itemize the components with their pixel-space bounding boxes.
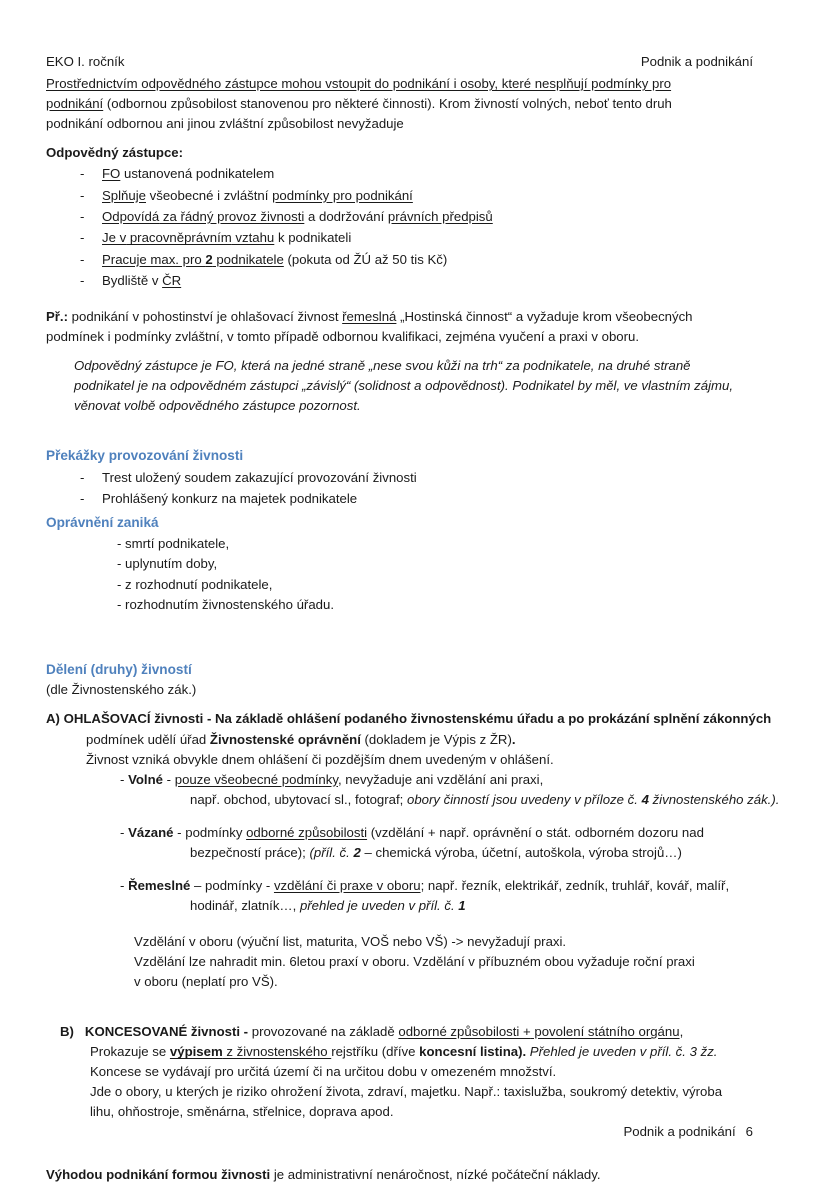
item-underlined-1: Odpovídá	[102, 209, 160, 225]
note-line: v oboru (neplatí pro VŠ).	[134, 974, 278, 990]
item-underlined-2: podnikatele	[212, 251, 284, 267]
spacer	[46, 916, 780, 932]
item-underlined-sep: za	[159, 209, 181, 225]
item-underlined: ČR	[162, 273, 182, 289]
cont-italic-1: přehled je uveden v příl. č.	[299, 897, 459, 913]
kind-name: Řemeslné	[128, 877, 191, 893]
division-subtitle: (dle Živnostenského zák.)	[46, 682, 197, 698]
line2-italic: Přehled je uveden v příl. č. 3 žz.	[526, 1044, 718, 1060]
kind-remeslne	[46, 876, 780, 916]
item-underlined-3: vztahu	[231, 230, 275, 246]
spacer	[46, 863, 780, 876]
page-footer	[623, 1122, 753, 1142]
intro-line-2-rest: (odbornou způsobilost stanovenou pro některé činnosti). Krom živností volných, neboť tento druh	[103, 96, 672, 112]
kind-pre: podmínky	[185, 824, 247, 840]
line2-a: Prokazuje se	[90, 1044, 170, 1060]
item-mid: a dodržování	[304, 209, 388, 225]
item-underlined-1: Pracuje max. pro	[102, 251, 206, 267]
section-b	[46, 1022, 780, 1122]
footer-page-number: 6	[745, 1123, 753, 1139]
example-paragraph	[46, 307, 780, 347]
line2-bold-underlined: výpisem	[169, 1044, 223, 1060]
kind-remeslne-continuation	[120, 896, 780, 916]
kind-underlined: pouze všeobecné podmínky	[174, 771, 338, 787]
intro-paragraph	[46, 74, 780, 134]
line2-bold: koncesní listina).	[419, 1044, 527, 1060]
cont-italic-bold: 2	[353, 844, 361, 860]
item-rest: k podnikateli	[274, 230, 352, 246]
spacer	[46, 700, 780, 709]
cont-italic-1: (příl. č.	[309, 844, 354, 860]
kind-sep: –	[190, 877, 206, 893]
spacer	[46, 416, 780, 446]
section-a-line-2	[46, 730, 780, 750]
kind-vazane	[46, 823, 780, 863]
kind-pre: podmínky -	[205, 877, 274, 893]
obstacles-list	[46, 467, 780, 510]
list-item: - rozhodnutím živnostenského úřadu.	[117, 597, 334, 613]
intro-line-1: Prostřednictvím odpovědného zástupce mohou vstoupit do podnikání i osoby, které nesplňují podmínky pro	[46, 76, 672, 92]
cont-italic-bold: 1	[458, 897, 466, 913]
kind-rest: ; např. řezník, elektrikář, zedník, truhlář, kovář, malíř,	[420, 877, 730, 893]
section-a-line-3: Živnost vzniká obvykle dnem ohlášení či pozdějším dnem uvedeným v ohlášení.	[86, 751, 554, 767]
item-mid: všeobecné i zvláštní	[146, 187, 273, 203]
item-bold-number: 2	[205, 251, 213, 267]
kind-dash: -	[120, 877, 129, 893]
section-a-title-text: OHLAŠOVACÍ živnosti - Na základě ohlášení podaného živnostenskému úřadu a po prokázání splnění zákonných	[59, 711, 772, 727]
kind-rest: , nevyžaduje ani vzdělání ani praxi,	[337, 771, 544, 787]
division-heading: Dělení (druhy) živností	[46, 661, 192, 677]
spacer	[46, 1153, 780, 1165]
list-item	[46, 227, 780, 248]
section-b-line-4: Jde o obory, u kterých je riziko ohrožení života, zdraví, majetku. Např.: taxislužba, soukromý detektiv, výroba	[90, 1084, 723, 1100]
cont-b: chemická výroba, účetní, autoškola, výroba strojů…)	[375, 844, 682, 860]
spacer	[46, 646, 780, 660]
kind-rest: (vzdělání + např. oprávnění o stát. odborném dozoru nad	[367, 824, 704, 840]
kind-name: Volné	[128, 771, 163, 787]
item-underlined-2: pracovněprávním	[126, 230, 232, 246]
expiry-list	[46, 534, 780, 616]
kind-underlined: vzdělání či praxe v oboru	[273, 877, 421, 893]
spacer	[46, 992, 780, 1022]
kind-name: Vázané	[128, 824, 174, 840]
cont-italic-bold: 4	[641, 791, 649, 807]
example-text-b: „Hostinská činnost“ a vyžaduje krom všeobecných	[396, 308, 693, 324]
kind-underlined: odborné způsobilosti	[246, 824, 368, 840]
list-item: - Prohlášený konkurz na majetek podnikatele	[46, 488, 780, 509]
cont-italic-2: živnostenského zák.).	[648, 791, 780, 807]
obstacles-heading: Překážky provozování živnosti	[46, 447, 244, 463]
kind-dash: -	[120, 824, 129, 840]
line2-b: rejstříku (dříve	[331, 1044, 420, 1060]
spacer	[46, 347, 780, 356]
line2-b: (dokladem je Výpis z ŽR)	[360, 731, 512, 747]
section-a	[46, 709, 780, 992]
kind-volne	[46, 770, 780, 810]
section-b-line-3: Koncese se vydávají pro určitá území či na určitou dobu v omezeném množství.	[90, 1064, 557, 1080]
list-item: - smrtí podnikatele,	[117, 535, 230, 551]
example-line-2: podmínek i podmínky zvláštní, v tomto případě odbornou kvalifikaci, zejména vyučení a praxi v oboru.	[46, 328, 640, 344]
kind-volne-continuation	[120, 790, 780, 810]
section-b-line-2	[46, 1042, 780, 1062]
spacer	[46, 810, 780, 823]
kind-dash: -	[120, 771, 129, 787]
list-item	[46, 185, 780, 206]
cont-a: např. obchod, ubytovací sl., fotograf;	[190, 791, 407, 807]
cont-a: bezpečností práce);	[190, 844, 310, 860]
cont-italic-1: obory činností jsou uvedeny v příloze č.	[407, 791, 642, 807]
footer-title: Podnik a podnikání	[623, 1123, 736, 1139]
kind-sep: -	[163, 771, 175, 787]
representative-heading: Odpovědný zástupce:	[46, 145, 184, 161]
section-b-title-tail: ,	[679, 1024, 684, 1040]
section-b-title-text: KONCESOVANÉ živnosti -	[84, 1024, 249, 1040]
intro-line-2	[46, 94, 780, 114]
list-item	[46, 270, 780, 291]
section-a-marker: A)	[46, 711, 60, 727]
item-underlined-1: Splňuje	[102, 187, 146, 203]
running-head	[46, 52, 780, 72]
kind-sep: -	[173, 824, 186, 840]
intro-line-2-underlined: podnikání	[46, 96, 104, 112]
example-text-a: podnikání v pohostinství je ohlašovací živnost	[67, 308, 343, 324]
list-item: - Trest uložený soudem zakazující provozování živnosti	[46, 467, 780, 488]
item-underlined-2: řádný provoz živnosti	[180, 209, 305, 225]
item-rest: (pokuta od ŽÚ až 50 tis Kč)	[283, 251, 448, 267]
quote-line-2: podnikatel je na odpovědném zástupci „závislý“ (solidnost a odpovědnost). Podnikatel by měl, ve vlastním zájmu,	[74, 377, 733, 393]
section-b-underlined-1: odborné způsobilosti +	[398, 1024, 531, 1040]
advantage-paragraph	[46, 1165, 780, 1185]
representative-list	[46, 163, 780, 291]
cont-a: hodinář, zlatník…,	[190, 897, 300, 913]
item-rest: Bydliště v	[102, 273, 163, 289]
section-b-underlined-2: povolení státního orgánu	[530, 1024, 680, 1040]
spacer	[46, 616, 780, 646]
line2-bold2: .	[511, 731, 516, 747]
item-underlined: FO	[102, 166, 121, 182]
kind-vazane-continuation	[120, 843, 780, 863]
section-b-title	[46, 1022, 780, 1042]
spacer	[46, 134, 780, 143]
list-item	[46, 163, 780, 184]
example-label: Př.:	[46, 308, 68, 324]
intro-line-3: podnikání odbornou ani jinou zvláštní způsobilost nevyžaduje	[46, 116, 404, 132]
example-underlined: řemeslná	[342, 308, 397, 324]
list-item: - uplynutím doby,	[117, 556, 218, 572]
section-b-marker: B)	[60, 1024, 74, 1040]
item-underlined-3: právních předpisů	[387, 209, 493, 225]
line2-a: podmínek udělí úřad	[86, 731, 210, 747]
item-underlined-2: podmínky pro podnikání	[272, 187, 413, 203]
quote-line-1: Odpovědný zástupce je FO, která na jedné straně „nese svou kůži na trh“ za podnikatele, na druhé straně	[74, 357, 691, 373]
section-a-title	[46, 709, 780, 729]
section-a-notes	[46, 932, 780, 992]
note-line: Vzdělání lze nahradit min. 6letou praxí v oboru. Vzdělání v příbuzném obou vyžaduje roční praxi	[134, 954, 695, 970]
advantage-rest: je administrativní nenáročnost, nízké počáteční náklady.	[270, 1166, 601, 1182]
spacer	[46, 292, 780, 307]
item-underlined-1: Je v	[102, 230, 127, 246]
list-item	[46, 206, 780, 227]
line2-underlined: z živnostenského	[222, 1044, 332, 1060]
cont-italic-2: –	[360, 844, 376, 860]
line2-bold: Živnostenské oprávnění	[209, 731, 361, 747]
note-line: Vzdělání v oboru (výuční list, maturita, VOŠ nebo VŠ) -> nevyžadují praxi.	[134, 934, 567, 950]
advantage-bold: Výhodou podnikání formou živnosti	[46, 1166, 271, 1182]
list-item: - z rozhodnutí podnikatele,	[117, 576, 273, 592]
running-head-left: EKO I. ročník	[46, 54, 125, 69]
expiry-heading: Oprávnění zaniká	[46, 515, 159, 531]
list-item	[46, 249, 780, 270]
quote-line-3: věnovat volbě odpovědného zástupce pozornost.	[74, 397, 361, 413]
item-rest: ustanovená podnikatelem	[120, 166, 275, 182]
quote-paragraph	[46, 356, 780, 416]
section-b-line-5: lihu, ohňostroje, směnárna, střelnice, doprava apod.	[90, 1104, 394, 1120]
running-head-right: Podnik a podnikání	[640, 54, 753, 69]
section-b-title-rest: provozované na základě	[248, 1024, 399, 1040]
